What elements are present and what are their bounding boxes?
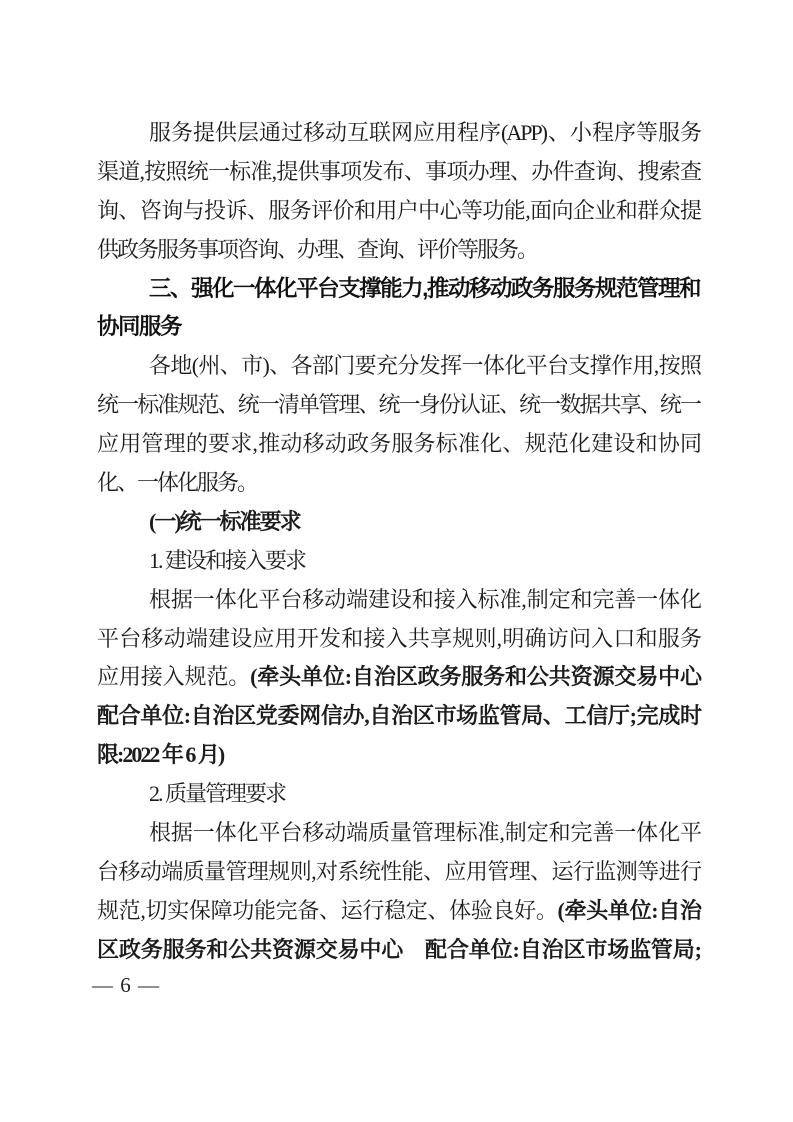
body-line: 统一标准规范、统一清单管理、统一身份认证、统一数据共享、统一: [97, 392, 700, 418]
body-line: 台移动端质量管理规则,对系统性能、应用管理、运行监测等进行: [97, 858, 700, 884]
list-item-heading: 2. 质量管理要求: [149, 781, 286, 807]
body-line: 应用管理的要求,推动移动政务服务标准化、规范化建设和协同: [97, 431, 700, 457]
responsibility-annotation-line: 配合单位:自治区党委网信办,自治区市场监管局、工信厅;完成时: [97, 703, 700, 729]
body-text: 应用接入规范。: [97, 664, 251, 690]
responsibility-annotation-line: 区政务服务和公共资源交易中心 配合单位:自治区市场监管局;: [97, 936, 700, 962]
section-heading-line: 协同服务: [97, 314, 182, 340]
body-line: 服务提供层通过移动互联网应用程序(APP)、小程序等服务: [149, 120, 700, 145]
body-line: [97, 892, 700, 931]
responsibility-annotation-line: 限:2022 年 6 月): [97, 742, 224, 768]
section-heading-line: 三、强化一体化平台支撑能力,推动移动政务服务规范管理和: [149, 275, 700, 301]
body-line: 根据一体化平台移动端质量管理标准,制定和完善一体化平: [149, 820, 700, 846]
body-text: 规范,切实保障功能完备、运行稳定、体验良好。: [97, 897, 558, 923]
body-line: 化、一体化服务。: [97, 470, 258, 496]
body-line: 渠道,按照统一标准,提供事项发布、事项办理、办件查询、搜索查: [97, 158, 700, 184]
responsibility-annotation: (牵头单位:自治: [557, 897, 700, 923]
subsection-heading: (一)统一标准要求: [149, 508, 300, 534]
body-line: 根据一体化平台移动端建设和接入标准,制定和完善一体化: [149, 586, 700, 612]
body-line: 各地(州、市)、各部门要充分发挥一体化平台支撑作用,按照: [149, 353, 700, 379]
list-item-heading: 1. 建设和接入要求: [149, 547, 306, 573]
responsibility-annotation: (牵头单位:自治区政务服务和公共资源交易中心: [250, 664, 700, 690]
body-line: 平台移动端建设应用开发和接入共享规则,明确访问入口和服务: [97, 625, 700, 651]
page-number: — 6 —: [92, 973, 160, 997]
body-line: [97, 658, 700, 697]
body-line: 询、咨询与投诉、服务评价和用户中心等功能,面向企业和群众提: [97, 197, 700, 223]
body-line: 供政务服务事项咨询、办理、查询、评价等服务。: [97, 236, 538, 262]
document-body: [97, 114, 700, 970]
